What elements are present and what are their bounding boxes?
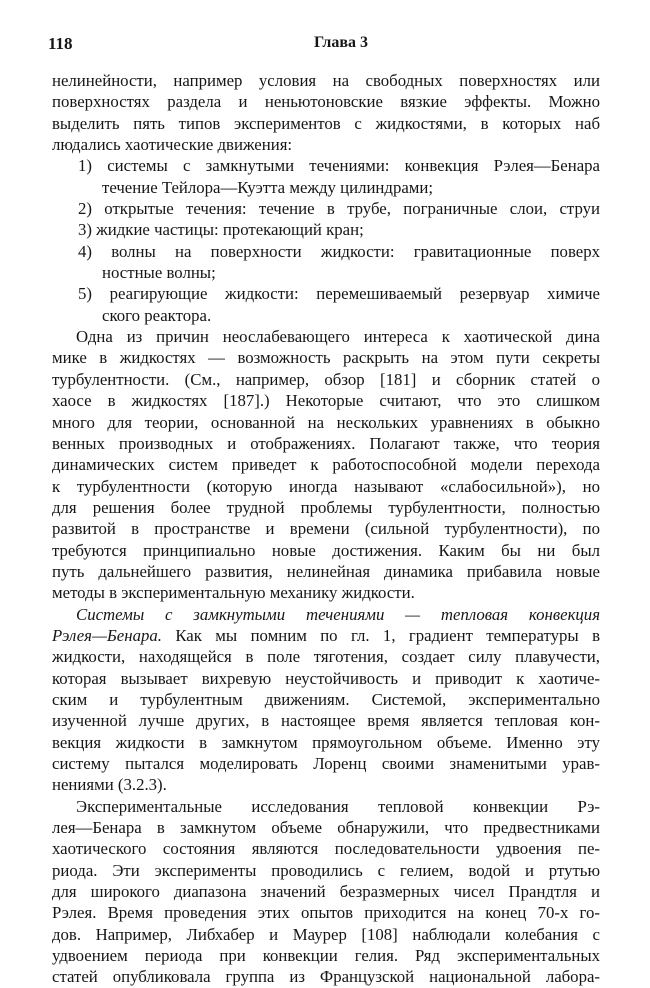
text-line: систему пытался моделировать Лоренц своими знаменитыми урав- [52, 754, 600, 773]
text-line: хаотического состояния являются последовательности удвоения пе- [52, 839, 600, 859]
text-line: дов. Например, Либхабер и Маурер [108] наблюдали колебания с [52, 924, 600, 944]
list-item-5: 5) реагирующие жидкости: перемешиваемый резервуар химиче [78, 284, 600, 304]
text-line: методы в экспериментальную механику жидкости. [52, 583, 415, 603]
list-item-5-continuation: ского реактора. [102, 305, 212, 325]
text-line: путь дальнейшего развития, нелинейная динамика прибавила новые [52, 561, 600, 581]
text-line: поверхностях раздела и неньютоновские вязкие эффекты. Можно [52, 92, 600, 112]
text-line: нелинейности, например условия на свободных поверхностях или [52, 71, 600, 90]
list-item-4-continuation: ностные волны; [102, 263, 216, 283]
text-line: к турбулентности (которую иногда называют «слабосильной»), но [52, 476, 600, 496]
page-number: 118 [48, 34, 73, 53]
text-line: жидкости, находящейся в поле тяготения, создает силу плавучести, [52, 647, 600, 667]
text-line: для широкого диапазона значений безразмерных чисел Прандтля и [52, 882, 600, 902]
text-line: мике в жидкостях — возможность раскрыть на этом пути секреты [52, 348, 600, 368]
text-line: Одна из причин неослабевающего интереса к хаотической дина [76, 327, 600, 347]
text-line: изученной лучше других, в настоящее время является тепловая кон- [52, 711, 600, 731]
list-item-3: 3) жидкие частицы: протекающий кран; [78, 220, 364, 240]
text-line [52, 625, 600, 646]
text-line: развитой в пространстве и времени (сильной турбулентности), по [52, 519, 600, 539]
text-line: выделить пять типов экспериментов с жидкостями, в которых наб [52, 113, 600, 133]
text-line: удвоением периода при конвекции гелия. Ряд экспериментальных [52, 946, 600, 966]
list-item-4: 4) волны на поверхности жидкости: гравитационные поверх [78, 241, 600, 261]
text-line: векция жидкости в замкнутом прямоугольном объеме. Именно эту [52, 732, 600, 752]
list-item-1-continuation: течение Тейлора—Куэтта между цилиндрами; [102, 177, 434, 197]
text-line-remainder: Как мы помним по гл. 1, градиент температуры в [161, 625, 600, 645]
text-line: для решения более трудной проблемы турбулентности, полностью [52, 497, 600, 517]
text-line: нениями (3.2.3). [52, 775, 167, 795]
chapter-title: Глава 3 [314, 34, 368, 51]
text-line: Рэлея. Время проведения этих опытов приходится на конец 70-х го- [52, 903, 600, 923]
text-line: хаосе в жидкостях [187].) Некоторые считают, что это слишком [52, 391, 600, 411]
text-line: требуются принципиально новые достижения. Каким бы ни был [52, 540, 600, 560]
text-line: турбулентности. (См., например, обзор [181] и сборник статей о [52, 369, 600, 389]
text-line: много для теории, основанной на нескольких уравнениях в обыкно [52, 412, 600, 432]
text-line: риода. Эти эксперименты проводились с гелием, водой и ртутью [52, 860, 600, 880]
text-line: лея—Бенара в замкнутом объеме обнаружили, что предвестниками [52, 818, 600, 838]
page-header [48, 34, 600, 56]
text-line: которая вызывает вихревую неустойчивость и приводит к хаотиче- [52, 668, 600, 688]
section-run-in-heading: Системы с замкнутыми течениями — тепловая конвекция [76, 604, 600, 624]
text-line: венных производных и отображениях. Полагают также, что теория [52, 433, 600, 453]
list-item-2: 2) открытые течения: течение в трубе, пограничные слои, струи [78, 199, 600, 219]
text-line: динамических систем приведет к работоспособной модели перехода [52, 455, 600, 475]
body-text [52, 70, 600, 988]
text-line: статей опубликовала группа из Французской национальной лабора- [52, 967, 600, 987]
text-line: ским и турбулентным движениям. Системой, экспериментально [52, 689, 600, 709]
list-item-1: 1) системы с замкнутыми течениями: конвекция Рэлея—Бенара [78, 156, 600, 176]
section-run-in-heading-end: Рэлея—Бенара. [52, 625, 162, 645]
text-line: Экспериментальные исследования тепловой конвекции Рэ- [76, 796, 600, 816]
text-line: людались хаотические движения: [52, 135, 293, 155]
